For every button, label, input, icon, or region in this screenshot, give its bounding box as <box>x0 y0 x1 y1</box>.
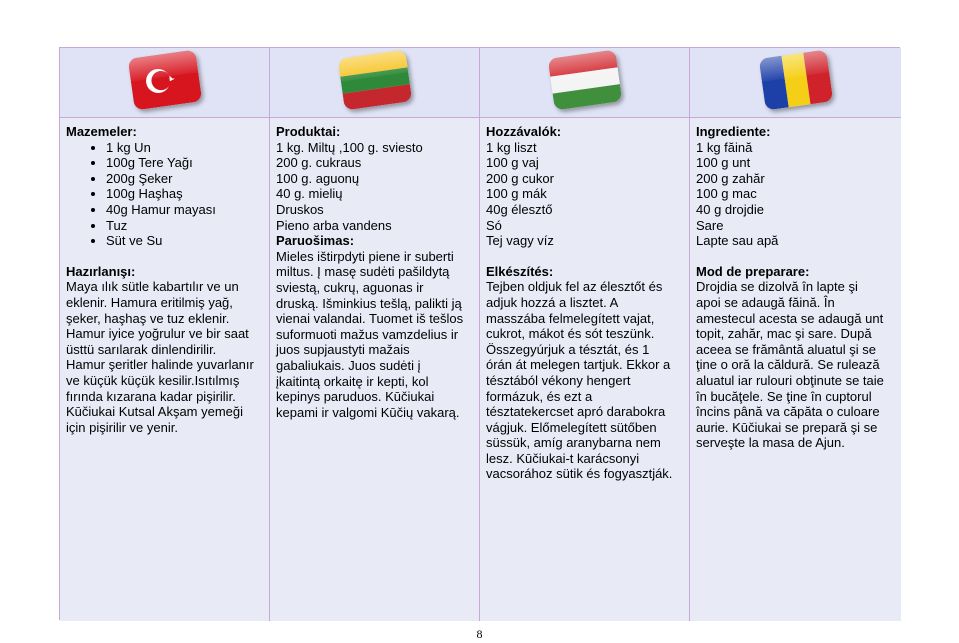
ingredients-heading: Mazemeler: <box>66 124 137 139</box>
list-item: • Süt ve Su <box>106 233 263 249</box>
hungary-flag-icon <box>547 50 622 111</box>
method-line: miltus. Į masę sudėti pašildytą <box>276 264 450 280</box>
page-number: 8 <box>476 627 483 641</box>
method-line: vienai valandai. Tuomet iš tešlos <box>276 311 464 327</box>
ingredients-heading: Hozzávalók: <box>486 124 562 139</box>
method-line: üsttü sarılarak dinlendirilir. <box>66 341 217 357</box>
method-line: amestecul acesta se adaugă unt <box>696 310 884 326</box>
method-line: masszába felmelegített vajat, <box>486 310 655 326</box>
lithuania-flag-icon <box>337 50 412 111</box>
ingredient-line: 100 g mac <box>696 186 757 202</box>
ingredient-line: 1 kg făină <box>696 139 753 155</box>
method-line: Hamur şeritler halinde yuvarlanır <box>66 357 254 373</box>
method-line: Maya ılık sütle kabartılır ve un <box>66 279 239 295</box>
list-item: • 100g Haşhaş <box>106 186 263 202</box>
ingredient-line: Druskos <box>276 201 324 217</box>
method-line: süssük, amíg aranybarna nem <box>486 435 661 451</box>
lithuanian-recipe <box>270 118 480 621</box>
list-item: • Tuz <box>106 218 263 234</box>
turkish-recipe <box>60 118 270 621</box>
ingredients-list <box>66 140 263 249</box>
method-line: eklenir. Hamura eritilmiş yağ, <box>66 294 233 310</box>
method-line: Mieles ištirpdyti piene ir suberti <box>276 248 454 264</box>
method-line: kepinys paruduos. Kūčiukai <box>276 389 435 405</box>
romania-flag-icon <box>758 50 833 111</box>
ingredient-line: 200 g cukor <box>486 170 554 186</box>
method-line: cukrot, mákot és sót teszünk. <box>486 326 655 342</box>
method-line: adjuk hozzá a lisztet. A <box>486 294 619 310</box>
ingredient-line: 1 kg. Miltų ,100 g. sviesto <box>276 139 423 155</box>
method-line: apoi se adaugă făină. În <box>696 294 835 310</box>
turkey-flag-icon <box>127 50 202 111</box>
method-line: gabaliukais. Juos sudėti į <box>276 357 421 373</box>
method-heading: Hazırlanışı: <box>66 263 136 279</box>
method-line: aluatul iar rulouri obţinute se taie <box>696 372 884 388</box>
ingredient-line: 1 kg liszt <box>486 139 537 155</box>
method-line: Összegyúrjuk a tésztát, és 1 <box>486 341 650 357</box>
method-line: aceea se frământă aluatul şi se <box>696 341 876 357</box>
ingredient-line: Sare <box>696 217 724 233</box>
method-line: fırında kızarana kadar pişirilir. <box>66 388 236 404</box>
ingredient-line: 40 g drojdie <box>696 201 764 217</box>
ingredient-line: 200 g zahăr <box>696 170 765 186</box>
list-item: • 40g Hamur mayası <box>106 202 263 218</box>
method-line: Kūčiukai Kutsal Akşam yemeği <box>66 404 244 420</box>
method-heading: Paruošimas: <box>276 233 355 249</box>
romania-flag-cell <box>690 48 901 118</box>
method-line: sviestą, cukrų, aguonas ir <box>276 279 424 295</box>
method-line: órán át melegen tartjuk. Ekkor a <box>486 357 671 373</box>
method-line: tésztából vékony hengert <box>486 372 631 388</box>
method-line: vágjuk. Előmelegített sütőben <box>486 419 657 435</box>
lithuania-flag-cell <box>270 48 480 118</box>
list-item: • 1 kg Un <box>106 140 263 156</box>
ingredients-heading: Ingrediente: <box>696 124 771 139</box>
method-line: ţine o oră la căldură. Se rulează <box>696 357 880 373</box>
method-line: formázuk, és ezt a <box>486 388 593 404</box>
ingredient-line: 100 g. aguonų <box>276 170 360 186</box>
method-line: serveşte la masa de Ajun. <box>696 435 845 451</box>
ingredient-line: 40 g. mielių <box>276 186 343 202</box>
method-line: druską. Išminkius tešlą, palikti ją <box>276 295 462 311</box>
ingredient-line: Pieno arba vandens <box>276 217 392 233</box>
ingredient-line: Tej vagy víz <box>486 233 554 249</box>
method-line: vacsorához sütik és fogyasztják. <box>486 466 673 482</box>
method-line: în bucăţele. Se ţine în cuptorul <box>696 388 872 404</box>
list-item: • 100g Tere Yağı <box>106 155 263 171</box>
method-line: Drojdia se dizolvă în lapte şi <box>696 279 858 295</box>
method-line: juos supjaustyti mažais <box>276 342 410 358</box>
ingredient-line: 200 g. cukraus <box>276 155 362 171</box>
method-heading: Mod de preparare: <box>696 263 810 279</box>
method-line: için pişirilir ve yenir. <box>66 419 178 435</box>
hungary-flag-cell <box>480 48 690 118</box>
ingredient-line: 40g élesztő <box>486 201 553 217</box>
hungarian-recipe <box>480 118 690 621</box>
method-line: suformuoti mažus vamzdelius ir <box>276 326 459 342</box>
ingredient-line: 100 g unt <box>696 155 751 171</box>
method-line: įkaitintą orkaitę ir kepti, kol <box>276 373 429 389</box>
romanian-recipe <box>690 118 901 621</box>
method-line: şeker, haşhaş ve tuz eklenir. <box>66 310 230 326</box>
method-line: aurie. Kūčiukai se prepară şi se <box>696 419 878 435</box>
turkey-flag-cell <box>60 48 270 118</box>
method-heading: Elkészítés: <box>486 263 554 279</box>
method-line: kepami ir valgomi Kūčių vakarą. <box>276 404 460 420</box>
ingredients-heading: Produktai: <box>276 124 341 139</box>
ingredient-line: Lapte sau apă <box>696 233 779 249</box>
method-line: ve küçük küçük kesilir.Isıtılmış <box>66 372 240 388</box>
ingredient-line: 100 g vaj <box>486 155 539 171</box>
method-line: tésztatekercset apró darabokra <box>486 404 666 420</box>
method-line: lesz. Kūčiukai-t karácsonyi <box>486 450 640 466</box>
ingredient-line: 100 g mák <box>486 186 547 202</box>
method-line: încins până va căpăta o culoare <box>696 404 880 420</box>
method-line: Tejben oldjuk fel az élesztőt és <box>486 279 663 295</box>
method-line: topit, zahăr, mac şi sare. După <box>696 326 872 342</box>
ingredient-line: Só <box>486 217 502 233</box>
list-item: • 200g Şeker <box>106 171 263 187</box>
method-line: Hamur iyice yoğrulur ve bir saat <box>66 326 249 342</box>
recipe-table <box>59 47 900 620</box>
